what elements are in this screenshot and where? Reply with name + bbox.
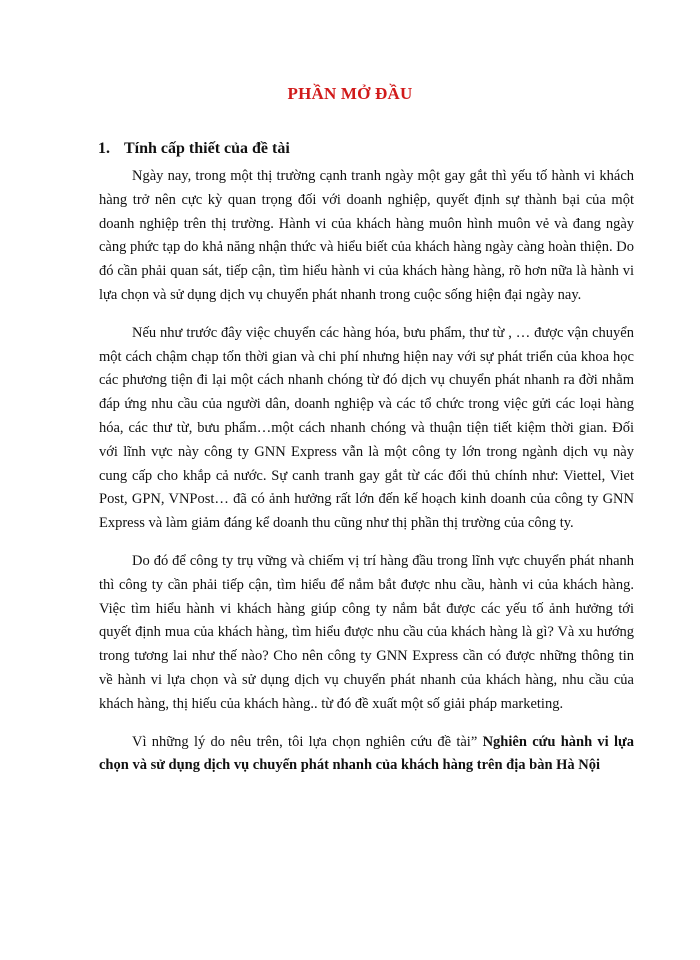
paragraph-4-lead: Vì những lý do nêu trên, tôi lựa chọn nghiên cứu đề tài” — [132, 733, 483, 750]
paragraph-3: Do đó để công ty trụ vững và chiếm vị trí hàng đầu trong lĩnh vực chuyển phát nhanh thì công ty cần phải tiếp cận, tìm hiểu để nắm bắt được nhu cầu, hành vi của khách hàng. Việc tìm hiểu hành vi khách hàng giúp công ty nắm bắt được các yếu tố ảnh hưởng tới quyết định mua của khách hàng, tìm hiểu được nhu cầu của khách hàng là gì? Và xu hướng trong tương lai như thế nào? Cho nên công ty GNN Express cần có được những thông tin về hành vi lựa chọn và sử dụng dịch vụ chuyển phát nhanh của khách hàng, nhu cầu của khách hàng, thị hiếu của khách hàng.. từ đó đề xuất một số giải pháp marketing. — [99, 552, 634, 712]
paragraph-2: Nếu như trước đây việc chuyển các hàng hóa, bưu phẩm, thư từ , … được vận chuyển một cách chậm chạp tốn thời gian và chi phí nhưng hiện nay với sự phát triển của khoa học các phương tiện đi lại một cách nhanh chóng từ đó dịch vụ chuyển phát nhanh ra đời nhằm đáp ứng nhu cầu của người dân, doanh nghiệp và các tổ chức trong việc gửi các loại hàng hóa, các thư từ, bưu phẩm…một cách nhanh chóng và thuận tiện tiết kiệm thời gian. Đối với lĩnh vực này công ty GNN Express vẫn là một công ty lớn trong ngành dịch vụ này cung cấp cho khắp cả nước. Sự canh tranh gay gắt từ các đối thủ chính như: Viettel, Viet Post, GPN, VNPost… đã có ảnh hưởng rất lớn đến kế hoạch kinh doanh của công ty GNN Express và làm giảm đáng kể doanh thu cũng như thị phần thị trường của công ty. — [99, 324, 634, 532]
section-heading — [98, 140, 290, 158]
thesis-title: Nghiên cứu hành vi lựa chọn và sử dụng dịch vụ chuyển phát nhanh của khách hàng trên địa bàn Hà Nội — [99, 733, 634, 774]
section-number: 1. — [98, 140, 110, 157]
paragraph-4 — [99, 731, 634, 779]
page-title: PHẦN MỞ ĐẦU — [287, 84, 413, 103]
body-text — [99, 165, 634, 778]
paragraph-1: Ngày nay, trong một thị trường cạnh tranh ngày một gay gắt thì yếu tố hành vi khách hàng trở nên cực kỳ quan trọng đối với doanh nghiệp, quyết định sự thành bại của một doanh nghiệp trên thị trường. Hành vi của khách hàng muôn hình muôn vẻ và đang ngày càng phức tạp do khả năng nhận thức và hiểu biết của khách hàng ngày càng hoàn thiện. Do đó cần phải quan sát, tiếp cận, tìm hiểu hành vi của khách hàng hàng, rõ hơn nữa là hành vi lựa chọn và sử dụng dịch vụ chuyển phát nhanh trong cuộc sống hiện đại ngày nay. — [99, 168, 634, 303]
section-heading-text: Tính cấp thiết của đề tài — [124, 140, 290, 157]
